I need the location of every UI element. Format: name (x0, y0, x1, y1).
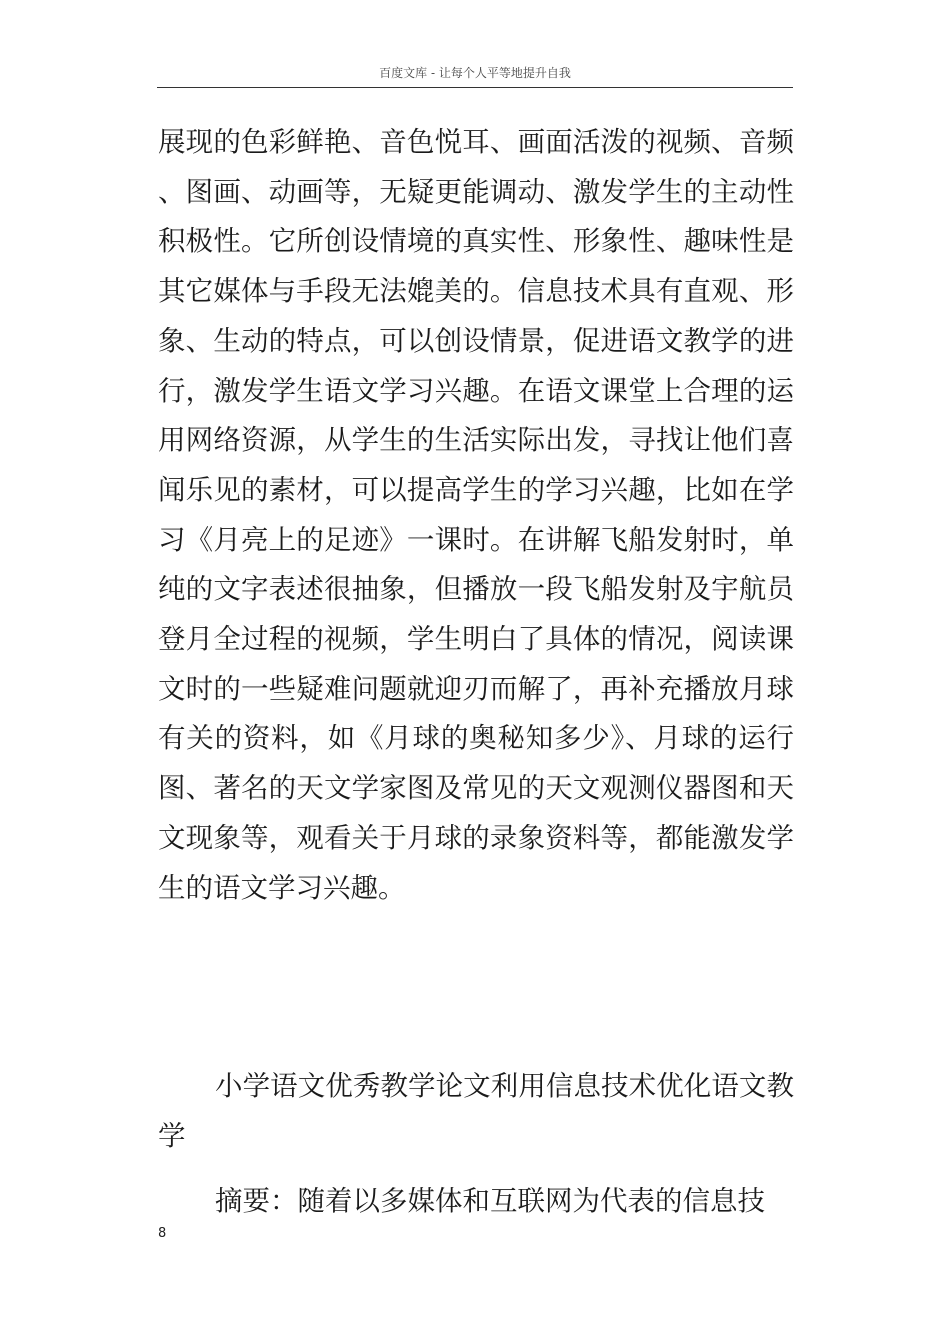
page-header (157, 60, 793, 88)
header-title: 百度文库 - 让每个人平等地提升自我 (379, 66, 571, 80)
body-paragraph: 展现的色彩鲜艳、音色悦耳、画面活泼的视频、音频、图画、动画等，无疑更能调动、激发学生的主动性积极性。它所创设情境的真实性、形象性、趣味性是其它媒体与手段无法媲美的。信息技术具有直观、形象、生动的特点，可以创设情景，促进语文教学的进行，激发学生语文学习兴趣。在语文课堂上合理的运用网络资源，从学生的生活实际出发，寻找让他们喜闻乐见的素材，可以提高学生的学习兴趣，比如在学习《月亮上的足迹》一课时。在讲解飞船发射时，单纯的文字表述很抽象，但播放一段飞船发射及宇航员登月全过程的视频，学生明白了具体的情况，阅读课文时的一些疑难问题就迎刃而解了，再补充播放月球有关的资料，如《月球的奥秘知多少》、月球的运行图、著名的天文学家图及常见的天文观测仪器图和天文现象等，观看关于月球的录象资料等，都能激发学生的语文学习兴趣。 (158, 126, 794, 904)
header-divider (157, 87, 793, 88)
abstract-paragraph: 摘要：随着以多媒体和互联网为代表的信息技 (215, 1185, 765, 1217)
article-title: 小学语文优秀教学论文利用信息技术优化语文教学 (158, 1070, 794, 1152)
page-number: 8 (158, 1226, 167, 1241)
